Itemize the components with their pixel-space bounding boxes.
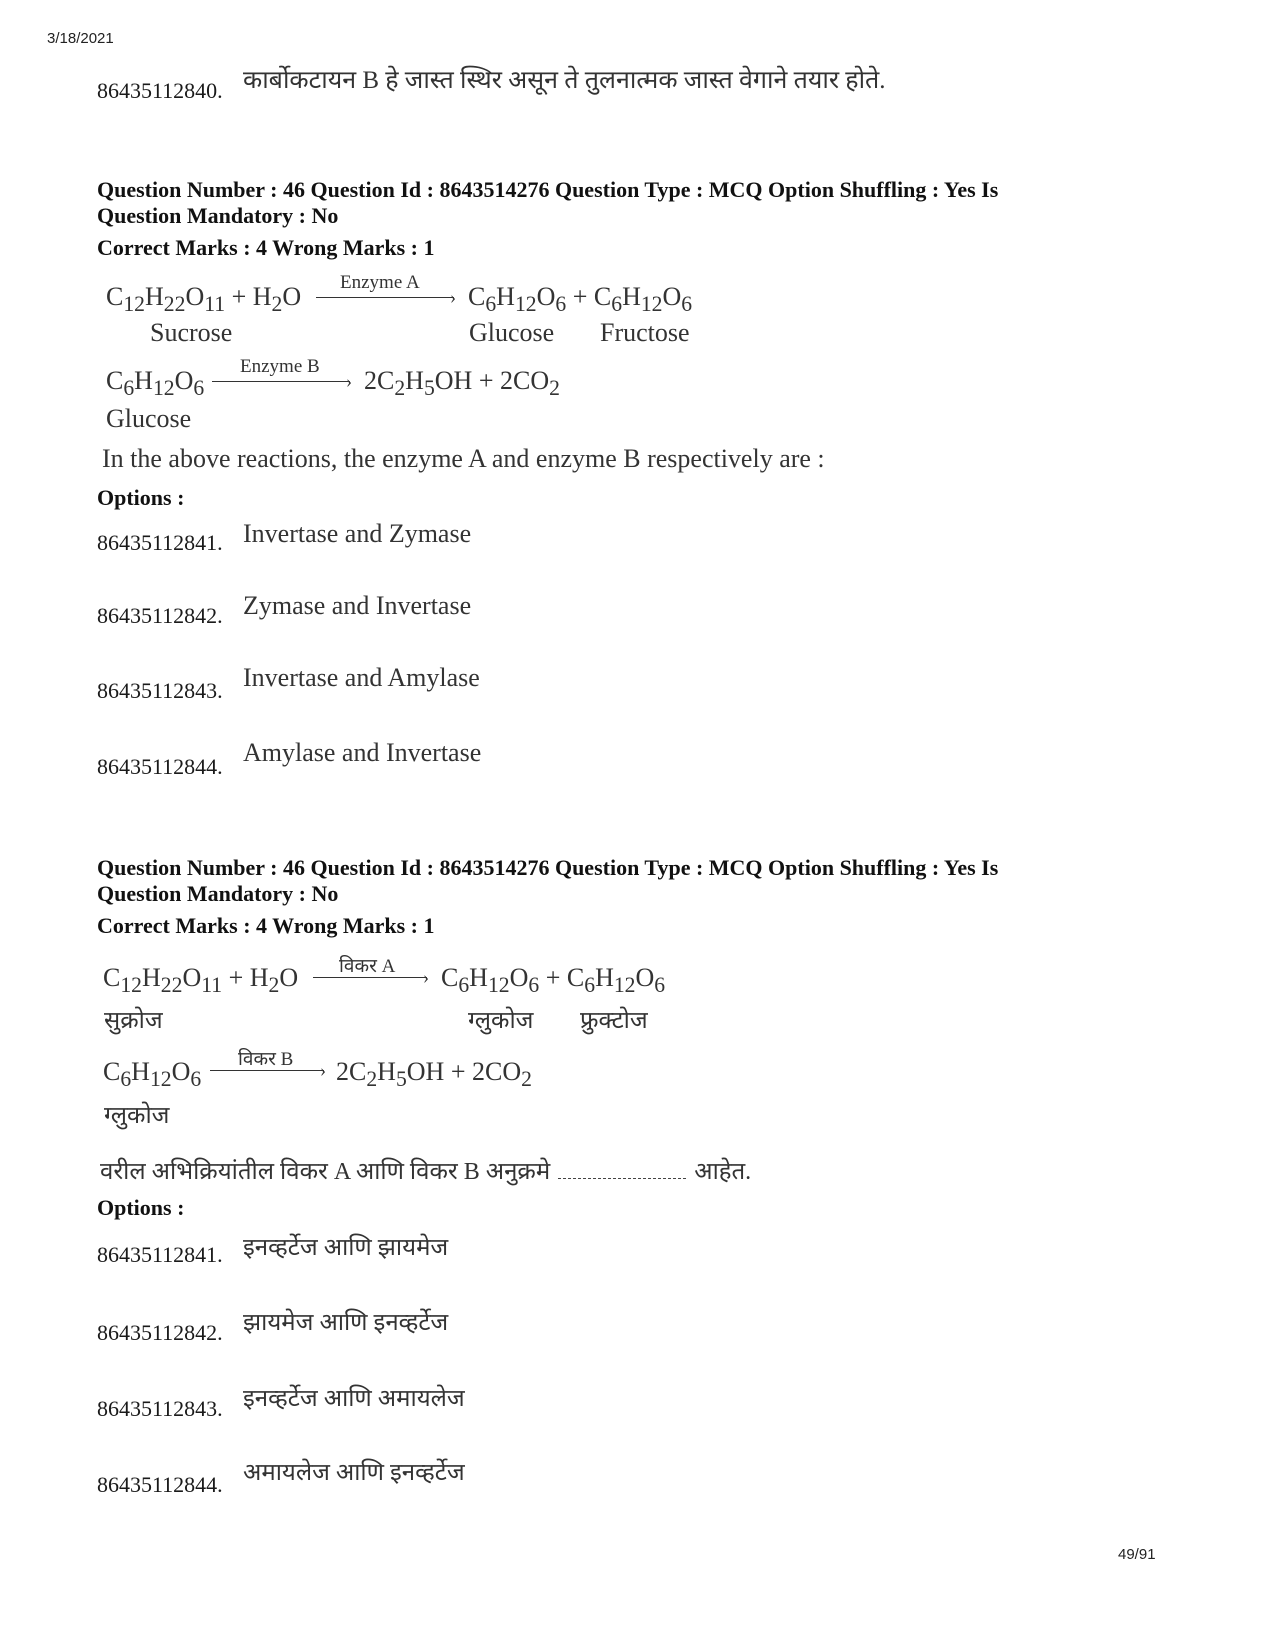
enzyme-a-label: विकर A xyxy=(339,956,396,977)
option-text[interactable]: इनव्हर्टेज आणि अमायलेज xyxy=(243,1386,465,1412)
option-text[interactable]: Amylase and Invertase xyxy=(243,738,482,767)
label-glucose: Glucose xyxy=(469,318,555,347)
option-id: 86435112844. xyxy=(97,754,223,779)
reaction1-reactants: $C_{12}H_{22}O_{11} + H_2O$ xyxy=(103,963,299,998)
reaction2-reactant: $C_6H_{12}O_6$ xyxy=(106,366,205,401)
question-text xyxy=(100,1154,751,1187)
enzyme-b-label: Enzyme B xyxy=(240,356,320,377)
question-marks: Correct Marks : 4 Wrong Marks : 1 xyxy=(97,235,435,260)
options-label: Options : xyxy=(97,1195,185,1220)
option-id: 86435112844. xyxy=(97,1472,223,1497)
reaction2-products: $2C_2H_5OH + 2CO_2$ xyxy=(364,366,560,401)
reaction2-products: $2C_2H_5OH + 2CO_2$ xyxy=(336,1057,532,1092)
arrow-head-icon: › xyxy=(450,287,456,307)
label-fructose: Fructose xyxy=(600,318,690,347)
question-text-post: आहेत. xyxy=(694,1159,752,1185)
reaction1-products: $C_6H_{12}O_6 + C_6H_{12}O_6$ xyxy=(468,282,693,317)
option-text[interactable]: इनव्हर्टेज आणि झायमेज xyxy=(243,1235,449,1261)
reaction2-arrow xyxy=(212,356,358,396)
reaction2-arrow xyxy=(210,1045,332,1085)
label-glucose: ग्लुकोज xyxy=(468,1008,534,1034)
label-sucrose: सुक्रोज xyxy=(104,1008,163,1034)
question-marks: Correct Marks : 4 Wrong Marks : 1 xyxy=(97,913,435,938)
reaction1-reactants: $C_{12}H_{22}O_{11} + H_2O$ xyxy=(106,282,302,317)
option-text[interactable]: झायमेज आणि इनव्हर्टेज xyxy=(243,1310,449,1336)
option-id: 86435112842. xyxy=(97,1320,223,1345)
prev-option-id: 86435112840. xyxy=(97,78,223,103)
option-id: 86435112841. xyxy=(97,530,223,555)
question-text: In the above reactions, the enzyme A and enzyme B respectively are : xyxy=(102,444,825,473)
label-sucrose: Sucrose xyxy=(150,318,233,347)
reaction1-products: $C_6H_{12}O_6 + C_6H_{12}O_6$ xyxy=(441,963,666,998)
options-label: Options : xyxy=(97,485,185,510)
reaction2-reactant: $C_6H_{12}O_6$ xyxy=(103,1057,202,1092)
label-glucose-2: Glucose xyxy=(106,404,192,433)
option-id: 86435112843. xyxy=(97,1396,223,1421)
prev-option-text: कार्बोकटायन B हे जास्त स्थिर असून ते तुलनात्मक जास्त वेगाने तयार होते. xyxy=(243,67,886,94)
label-fructose: फ्रुक्टोज xyxy=(580,1008,648,1034)
page-number: 49/91 xyxy=(1118,1546,1156,1563)
question-text-pre: वरील अभिक्रियांतील विकर A आणि विकर B अनुक्रमे xyxy=(100,1159,551,1185)
question-header-line1: Question Number : 46 Question Id : 8643514276 Question Type : MCQ Option Shuffling : Yes Is xyxy=(97,177,999,202)
enzyme-a-label: Enzyme A xyxy=(340,272,420,293)
option-text[interactable]: Invertase and Amylase xyxy=(243,663,480,692)
enzyme-b-label: विकर B xyxy=(238,1049,294,1070)
arrow-head-icon: › xyxy=(423,967,429,987)
answer-blank xyxy=(558,1174,686,1179)
page-date: 3/18/2021 xyxy=(47,30,114,47)
option-id: 86435112841. xyxy=(97,1242,223,1267)
question-header-line2: Question Mandatory : No xyxy=(97,203,339,228)
question-header-line2: Question Mandatory : No xyxy=(97,881,339,906)
option-id: 86435112843. xyxy=(97,678,223,703)
arrow-head-icon: › xyxy=(320,1060,326,1080)
arrow-head-icon: › xyxy=(346,371,352,391)
reaction1-arrow xyxy=(313,952,435,992)
question-header-line1: Question Number : 46 Question Id : 8643514276 Question Type : MCQ Option Shuffling : Yes Is xyxy=(97,855,999,880)
reaction1-arrow xyxy=(316,272,462,312)
option-id: 86435112842. xyxy=(97,603,223,628)
option-text[interactable]: Zymase and Invertase xyxy=(243,591,472,620)
label-glucose-2: ग्लुकोज xyxy=(104,1103,170,1129)
option-text[interactable]: अमायलेज आणि इनव्हर्टेज xyxy=(243,1460,465,1486)
option-text[interactable]: Invertase and Zymase xyxy=(243,519,472,548)
